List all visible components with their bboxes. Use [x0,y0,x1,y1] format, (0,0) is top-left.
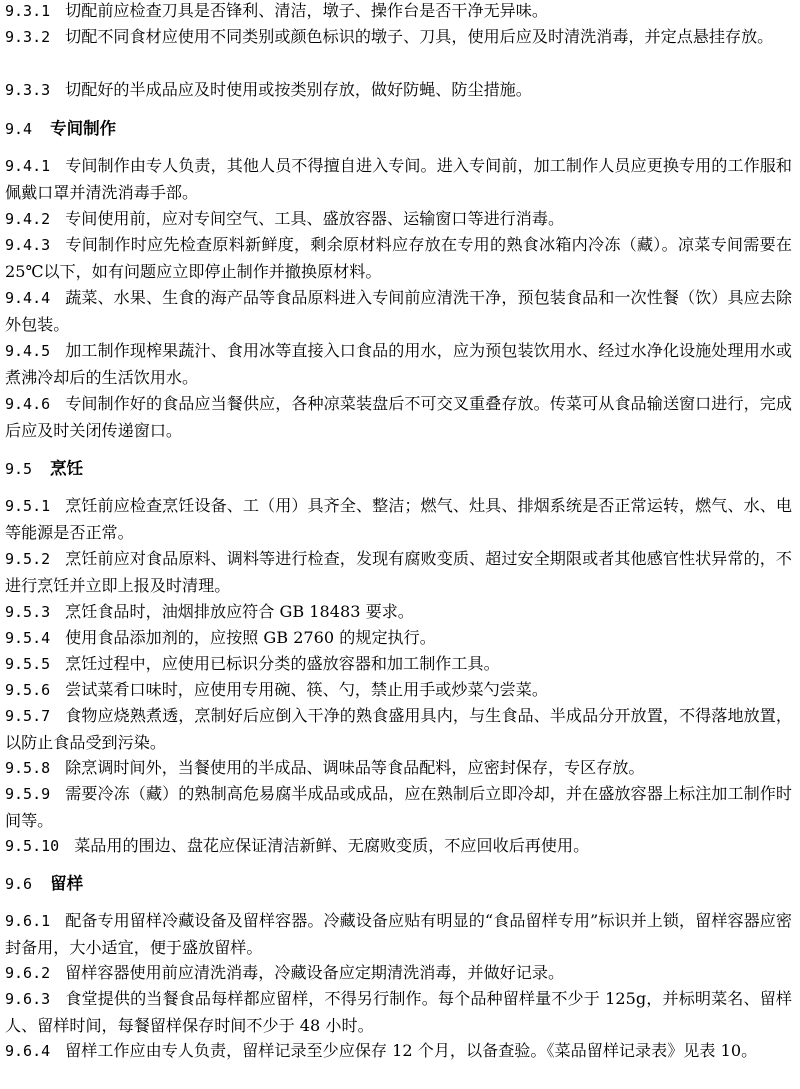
clause-text: 加工制作现榨果蔬汁、食用冰等直接入口食品的用水，应为预包装饮用水、经过水净化设施处理用水或煮沸冷却后的生活饮用水。 [5,341,792,387]
clause-number: 9.5.3 [5,603,51,621]
section-title: 留样 [50,874,84,893]
clause-number: 9.4.5 [5,342,51,360]
clause-9-6-4 [5,1038,792,1065]
clause-number: 9.3.2 [5,28,51,46]
clause-number: 9.5.7 [5,707,51,725]
clause-number: 9.4.4 [5,289,51,307]
clause-text: 专间使用前，应对专间空气、工具、盛放容器、运输窗口等进行消毒。 [65,209,565,228]
clause-text: 切配不同食材应使用不同类别或颜色标识的墩子、刀具，使用后应及时清洗消毒，并定点悬挂存放。 [65,27,774,46]
section-heading-9-4 [5,116,116,142]
section-number: 9.5 [5,460,33,478]
clause-9-5-7 [5,703,792,756]
clause-text: 烹饪食品时，油烟排放应符合 GB 18483 要求。 [65,602,414,621]
clause-text: 专间制作好的食品应当餐供应，各种凉菜装盘后不可交叉重叠存放。传菜可从食品输送窗口进行，完成后应及时关闭传递窗口。 [5,394,792,440]
clause-number: 9.6.3 [5,990,51,1008]
section-title: 专间制作 [50,119,117,138]
clause-text: 尝试菜肴口味时，应使用专用碗、筷、勺，禁止用手或炒菜勺尝菜。 [65,680,548,699]
clause-9-5-10 [5,833,792,860]
clause-number: 9.5.6 [5,681,51,699]
clause-number: 9.6.2 [5,964,51,982]
clause-number: 9.5.2 [5,550,51,568]
clause-text: 切配好的半成品应及时使用或按类别存放，做好防蝇、防尘措施。 [65,80,532,99]
clause-9-5-5 [5,651,792,678]
clause-text: 留样工作应由专人负责，留样记录至少应保存 12 个月，以备查验。《菜品留样记录表》见表 10。 [65,1041,758,1060]
clause-9-4-2 [5,206,792,233]
clause-number: 9.5.1 [5,497,51,515]
clause-number: 9.5.10 [5,837,60,855]
clause-9-5-4 [5,625,792,652]
section-title: 烹饪 [50,459,84,478]
section-heading-9-5 [5,456,83,482]
clause-9-3-1 [5,0,792,25]
clause-9-4-6 [5,391,792,444]
clause-9-4-4 [5,285,792,338]
clause-text: 切配前应检查刀具是否锋利、清洁，墩子、操作台是否干净无异味。 [65,1,548,20]
section-number: 9.4 [5,120,33,138]
clause-number: 9.5.5 [5,655,51,673]
clause-9-5-8 [5,755,792,782]
clause-text: 需要冷冻（藏）的熟制高危易腐半成品或成品，应在熟制后立即冷却，并在盛放容器上标注加工制作时间等。 [5,784,792,830]
clause-number: 9.4.2 [5,210,51,228]
clause-number: 9.4.1 [5,157,51,175]
section-heading-9-6 [5,871,83,897]
clause-text: 烹饪过程中，应使用已标识分类的盛放容器和加工制作工具。 [65,654,500,673]
clause-number: 9.3.1 [5,2,51,20]
clause-text: 专间制作由专人负责，其他人员不得擅自进入专间。进入专间前，加工制作人员应更换专用的工作服和佩戴口罩并清洗消毒手部。 [5,156,792,202]
clause-text: 烹饪前应对食品原料、调料等进行检查，发现有腐败变质、超过安全期限或者其他感官性状异常的，不进行烹饪并立即上报及时清理。 [5,549,792,595]
clause-number: 9.3.3 [5,81,51,99]
clause-9-5-6 [5,677,792,704]
clause-text: 烹饪前应检查烹饪设备、工（用）具齐全、整洁；燃气、灶具、排烟系统是否正常运转，燃气、水、电等能源是否正常。 [5,496,792,542]
clause-number: 9.6.1 [5,912,51,930]
clause-9-5-1 [5,493,792,546]
clause-number: 9.5.4 [5,629,51,647]
clause-9-3-2 [5,24,792,51]
clause-text: 留样容器使用前应清洗消毒，冷藏设备应定期清洗消毒，并做好记录。 [65,963,565,982]
clause-text: 菜品用的围边、盘花应保证清洁新鲜、无腐败变质，不应回收后再使用。 [74,836,590,855]
clause-9-6-1 [5,908,792,961]
clause-9-5-9 [5,781,792,834]
clause-text: 食物应烧熟煮透，烹制好后应倒入干净的熟食盛用具内，与生食品、半成品分开放置，不得落地放置，以防止食品受到污染。 [5,706,792,752]
clause-9-3-3 [5,77,792,104]
clause-9-6-3 [5,986,792,1039]
clause-text: 使用食品添加剂的，应按照 GB 2760 的规定执行。 [65,628,436,647]
clause-9-6-2 [5,960,792,987]
clause-text: 专间制作时应先检查原料新鲜度，剩余原材料应存放在专用的熟食冰箱内冷冻（藏）。凉菜专间需要在25℃以下，如有问题应立即停止制作并撤换原材料。 [5,235,792,281]
clause-text: 除烹调时间外，当餐使用的半成品、调味品等食品配料，应密封保存，专区存放。 [65,758,645,777]
clause-text: 配备专用留样冷藏设备及留样容器。冷藏设备应贴有明显的“食品留样专用”标识并上锁，留样容器应密封备用，大小适宜，便于盛放留样。 [5,911,792,957]
clause-text: 食堂提供的当餐食品每样都应留样，不得另行制作。每个品种留样量不少于 125g，并标明菜名、留样人、留样时间，每餐留样保存时间不少于 48 小时。 [5,989,792,1035]
clause-number: 9.4.6 [5,395,51,413]
clause-number: 9.6.4 [5,1042,51,1060]
clause-9-4-5 [5,338,792,391]
clause-number: 9.5.9 [5,785,51,803]
clause-number: 9.4.3 [5,236,51,254]
clause-9-4-3 [5,232,792,285]
clause-9-4-1 [5,153,792,206]
clause-text: 蔬菜、水果、生食的海产品等食品原料进入专间前应清洗干净，预包装食品和一次性餐（饮）具应去除外包装。 [5,288,792,334]
section-number: 9.6 [5,875,33,893]
clause-number: 9.5.8 [5,759,51,777]
clause-9-5-3 [5,599,792,626]
clause-9-5-2 [5,546,792,599]
